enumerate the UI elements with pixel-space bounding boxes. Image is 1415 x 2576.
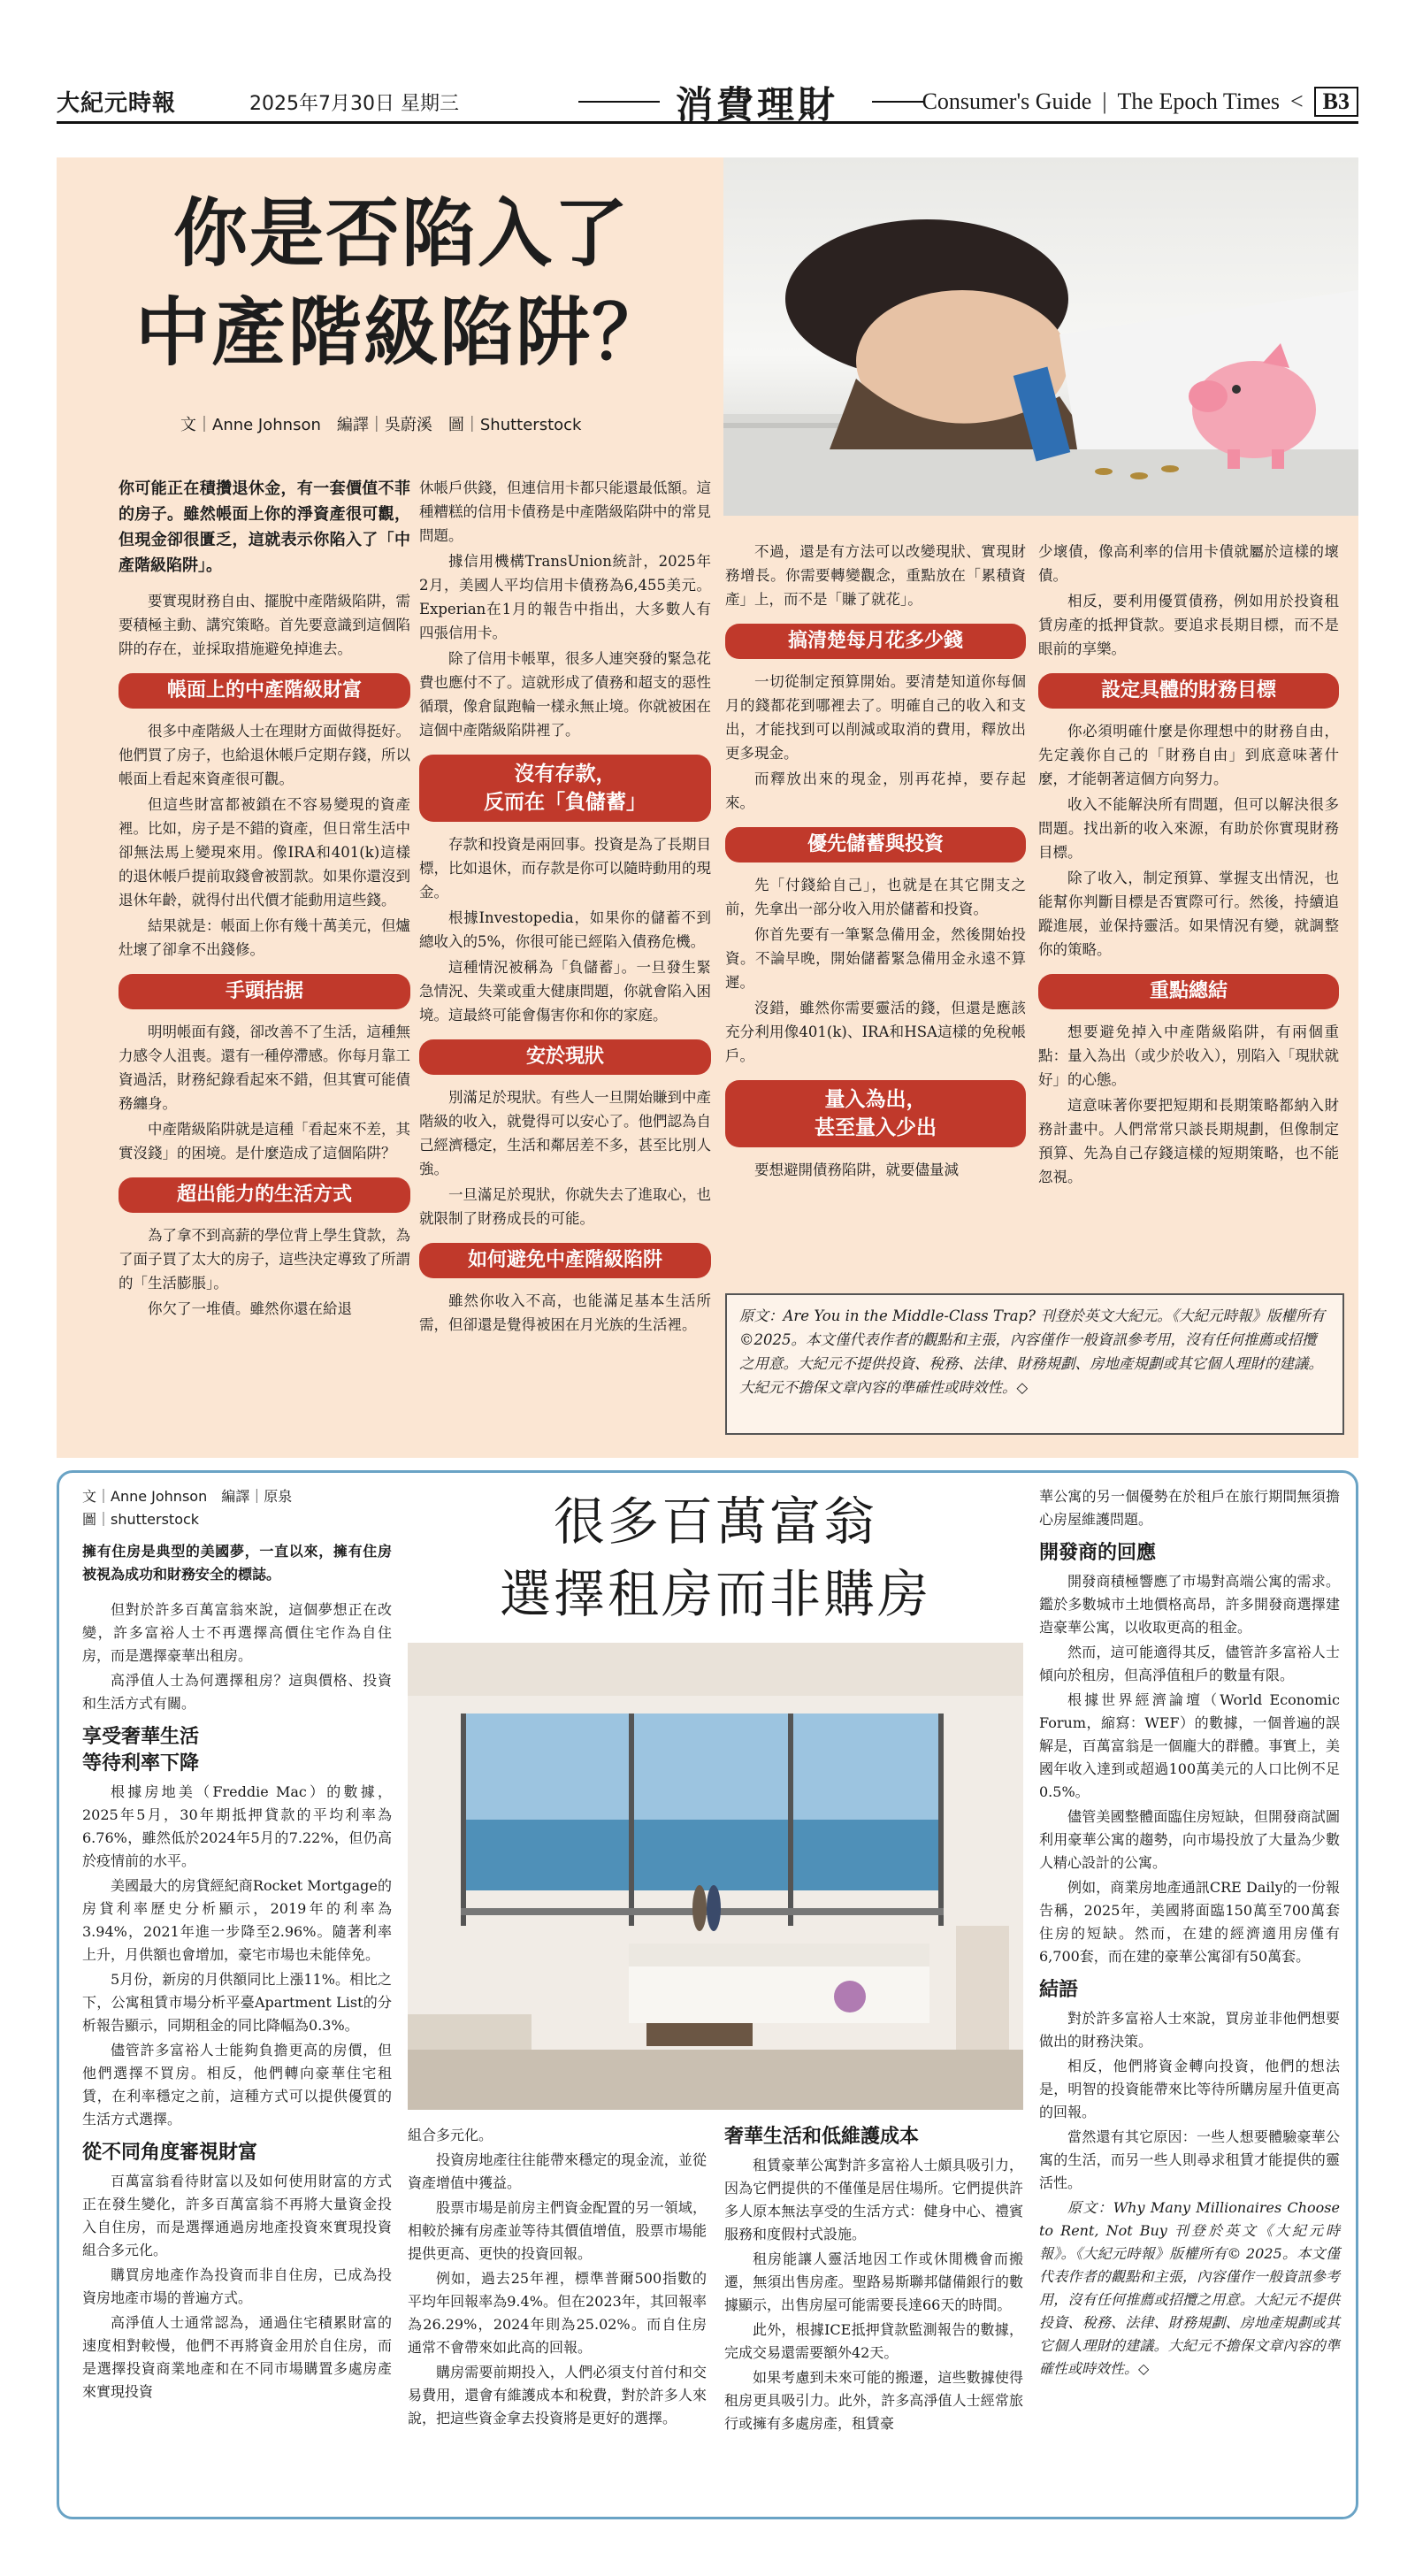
paragraph: 對於許多富裕人士來說，買房並非他們想要做出的財務決策。 bbox=[1039, 2010, 1340, 2050]
subheading: 安於現狀 bbox=[419, 1039, 711, 1075]
paragraph: 例如，商業房地產通訊CRE Daily的一份報告稱，2025年，美國將面臨150萬至700萬套住房的短缺。然而，在建的經濟適用房僅有6,700套，而在建的豪華公寓卻有50萬套。 bbox=[1039, 1879, 1340, 1965]
subheading: 帳面上的中產階級財富 bbox=[119, 673, 410, 709]
paragraph: 很多中產階級人士在理財方面做得挺好。他們買了房子，也給退休帳戶定期存錢，所以帳面上看起來資產很可觀。 bbox=[119, 723, 410, 787]
subheading: 設定具體的財務目標 bbox=[1038, 673, 1339, 709]
paragraph: 根據世界經濟論壇（World Economic Forum，縮寫：WEF）的數據，一個普遍的誤解是，百萬富翁是一個龐大的群體。事實上，美國年收入達到或超過100萬美元的人口比例不足0.5%。 bbox=[1039, 1691, 1340, 1800]
paragraph: 組合多元化。 bbox=[408, 2127, 493, 2143]
paragraph: 5月份，新房的月供額同比上漲11%。相比之下，公寓租賃市場分析平臺Apartment List的分析報告顯示，同期租金的同比降幅為0.3%。 bbox=[82, 1971, 392, 2034]
subheading bbox=[419, 755, 711, 822]
title-line: 很多百萬富翁 bbox=[553, 1491, 877, 1552]
column-middle-left bbox=[408, 2124, 707, 2432]
copyright-note: 原文：Are You in the Middle-Class Trap? 刊登於英文大紀元。《大紀元時報》版權所有©2025。本文僅代表作者的觀點和主張，內容僅作一般資訊參考用，沒有任何推薦或招攬之用意。大紀元不提供投資、稅務、法律、財務規劃、房地產規劃或其它個人理財的建議。大紀元不擔保文章內容的準確性或時效性。◇ bbox=[725, 1293, 1344, 1435]
paragraph: 存款和投資是兩回事。投資是為了長期目標，比如退休，而存款是你可以隨時動用的現金。 bbox=[419, 836, 711, 901]
paragraph: 收入不能解決所有問題，但可以解決很多問題。找出新的收入來源，有助於你實現財務目標。 bbox=[1038, 796, 1339, 861]
paragraph: 購房需要前期投入，人們必須支付首付和交易費用，還會有維護成本和稅費，對於許多人來說，把這些資金拿去投資將是更好的選擇。 bbox=[408, 2364, 707, 2426]
subheading bbox=[725, 1080, 1026, 1147]
divider bbox=[872, 101, 923, 103]
paragraph: 你首先要有一筆緊急備用金，然後開始投資。不論早晚，開始儲蓄緊急備用金永遠不算遲。 bbox=[725, 926, 1026, 991]
paragraph: 你必須明確什麼是你理想中的財務自由，先定義你自己的「財務自由」到底意味著什麼，才能朝著這個方向努力。 bbox=[1038, 723, 1339, 787]
paragraph: 想要避免掉入中產階級陷阱，有兩個重點：量入為出（或少於收入），別陷入「現狀就好」的心態。 bbox=[1038, 1024, 1339, 1088]
paragraph: 購買房地產作為投資而非自住房，已成為投資房地產市場的普遍方式。 bbox=[82, 2266, 392, 2306]
luxury-apartment-photo bbox=[408, 1643, 1023, 2110]
paragraph: 開發商積極響應了市場對高端公寓的需求。鑑於多數城市土地價格高昂，許多開發商選擇建造豪華公寓，以收取更高的租金。 bbox=[1039, 1573, 1340, 1636]
byline: 文｜Anne Johnson 編譯｜吳蔚溪 圖｜Shutterstock bbox=[180, 416, 582, 434]
paragraph: 高淨值人士為何選擇租房？這與價格、投資和生活方式有關。 bbox=[82, 1672, 392, 1712]
masthead-right bbox=[922, 87, 1358, 117]
column-1 bbox=[119, 476, 410, 1322]
subheading: 重點總結 bbox=[1038, 974, 1339, 1009]
paragraph: 租房能讓人靈活地因工作或休閒機會而搬遷，無須出售房產。聖路易斯聯邦儲備銀行的數據顯示，出售房屋可能需要長達66天的時間。 bbox=[724, 2250, 1023, 2313]
subheading: 從不同角度審視財富 bbox=[82, 2142, 258, 2164]
subheading-line: 甚至量入少出 bbox=[815, 1116, 937, 1139]
paragraph: 此外，根據ICE抵押貸款監測報告的數據，完成交易還需要額外42天。 bbox=[724, 2321, 1023, 2361]
copyright-note: 原文：Why Many Millionaires Choose to Rent, Not Buy 刊登於英文《大紀元時報》。《大紀元時報》版權所有© 2025。本文僅代表作者的觀點和主張，內容僅作一般資訊參考用，沒有任何推薦或招攬之用意。大紀元不提供投資、稅務、法律、財務規劃、房地產規劃或其它個人理財的建議。大紀元不擔保文章內容的準確性或時效性。◇ bbox=[1039, 2199, 1340, 2377]
paragraph: 中產階級陷阱就是這種「看起來不差，其實沒錢」的困境。是什麼造成了這個陷阱？ bbox=[119, 1121, 410, 1162]
divider bbox=[578, 101, 660, 103]
paragraph: 據信用機構TransUnion統計，2025年2月，美國人平均信用卡債務為6,455美元。Experian在1月的報告中指出，大多數人有四張信用卡。 bbox=[419, 553, 711, 641]
paragraph: 華公寓的另一個優勢在於租戶在旅行期間無須擔心房屋維護問題。 bbox=[1039, 1488, 1340, 1528]
paragraph: 當然還有其它原因：一些人想要體驗豪華公寓的生活，而另一些人則尋求租賃才能提供的靈活性。 bbox=[1039, 2128, 1340, 2191]
paragraph: 例如，過去25年裡，標準普爾500指數的平均年回報率為9.4%。但在2023年，其回報率為26.29%，2024年則為25.02%。而自住房通常不會帶來如此高的回報。 bbox=[408, 2270, 707, 2356]
title-line: 中產階級陷阱？ bbox=[134, 289, 668, 376]
subheading: 超出能力的生活方式 bbox=[119, 1177, 410, 1213]
title-line: 選擇租房而非購房 bbox=[499, 1564, 931, 1624]
subheading-line: 量入為出， bbox=[824, 1088, 927, 1111]
paragraph: 儘管許多富裕人士能夠負擔更高的房價，但他們選擇不買房。相反，他們轉向豪華住宅租賃，在利率穩定之前，這種方式可以提供優質的生活方式選擇。 bbox=[82, 2042, 392, 2128]
divider: | bbox=[1102, 88, 1107, 114]
subheading-line: 反而在「負儲蓄」 bbox=[484, 791, 646, 814]
subheading: 開發商的回應 bbox=[1039, 1542, 1157, 1564]
paragraph: 高淨值人士通常認為，通過住宅積累財富的速度相對較慢，他們不再將資金用於自住房，而是選擇投資商業地產和在不同市場購置多處房產來實現投資 bbox=[82, 2314, 392, 2400]
subheading-line: 享受奢華生活 bbox=[82, 1726, 200, 1748]
paragraph: 結果就是：帳面上你有幾十萬美元，但爐灶壞了卻拿不出錢修。 bbox=[119, 917, 410, 958]
paragraph: 而釋放出來的現金，別再花掉，要存起來。 bbox=[725, 770, 1026, 811]
paragraph: 租賃豪華公寓對許多富裕人士頗具吸引力，因為它們提供的不僅僅是居住場所。它們提供許多人原本無法享受的生活方式：健身中心、禮賓服務和度假村式設施。 bbox=[724, 2157, 1023, 2242]
paragraph: 為了拿不到高薪的學位背上學生貸款，為了面子買了太大的房子，這些決定導致了所謂的「生活膨脹」。 bbox=[119, 1227, 410, 1292]
subheading-line: 等待利率下降 bbox=[82, 1752, 200, 1775]
column-left bbox=[82, 1485, 392, 2405]
paragraph: 儘管美國整體面臨住房短缺，但開發商試圖利用豪華公寓的趨勢，向市場投放了大量為少數人精心設計的公寓。 bbox=[1039, 1808, 1340, 1871]
article-millionaires-rent bbox=[57, 1470, 1358, 2519]
stressed-man-photo bbox=[723, 157, 1358, 516]
column-4 bbox=[1038, 540, 1339, 1191]
paragraph: 這種情況被稱為「負儲蓄」。一旦發生緊急情況、失業或重大健康問題，你就會陷入困境。這最終可能會傷害你和你的家庭。 bbox=[419, 959, 711, 1024]
paragraph: 但這些財富都被鎖在不容易變現的資產裡。比如，房子是不錯的資產，但日常生活中卻無法馬上變現來用。像IRA和401(k)這樣的退休帳戶提前取錢會被罰款。如果你還沒到退休年齡，就得付出代價才能動用這些錢。 bbox=[119, 796, 410, 908]
paragraph: 除了信用卡帳單，很多人連突發的緊急花費也應付不了。這就形成了債務和超支的惡性循環，像倉鼠跑輪一樣永無止境。你就被困在這個中產階級陷阱裡了。 bbox=[419, 650, 711, 739]
paragraph: 投資房地產往往能帶來穩定的現金流，並從資產增值中獲益。 bbox=[408, 2151, 707, 2191]
paragraph: 休帳戶供錢，但連信用卡都只能還最低額。這種糟糕的信用卡債務是中產階級陷阱中的常見問題。 bbox=[419, 479, 711, 544]
article-title bbox=[92, 184, 711, 382]
paragraph: 相反，要利用優質債務，例如用於投資租賃房產的抵押貸款。要追求長期目標，而不是眼前的享樂。 bbox=[1038, 593, 1339, 657]
subheading: 手頭拮据 bbox=[119, 974, 410, 1009]
subheading bbox=[82, 1724, 392, 1777]
article-title bbox=[408, 1485, 1023, 1630]
paragraph: 然而，這可能適得其反，儘管許多富裕人士傾向於租房，但高淨值租戶的數量有限。 bbox=[1039, 1644, 1340, 1683]
subheading: 結語 bbox=[1039, 1979, 1079, 2001]
paragraph: 要想避開債務陷阱，就要儘量減 bbox=[754, 1162, 959, 1178]
lead-paragraph: 擁有住房是典型的美國夢，一直以來，擁有住房被視為成功和財務安全的標誌。 bbox=[82, 1543, 392, 1583]
byline: 圖｜shutterstock bbox=[82, 1511, 200, 1528]
issue-date: 2025年7月30日 星期三 bbox=[249, 93, 459, 115]
chevron-left-icon: < bbox=[1289, 88, 1304, 114]
column-middle-right bbox=[724, 2124, 1023, 2437]
subheading: 奢華生活和低維護成本 bbox=[724, 2126, 920, 2148]
paragraph: 要實現財務自由、擺脫中產階級陷阱，需要積極主動、講究策略。首先要意識到這個陷阱的存在，並採取措施避免掉進去。 bbox=[119, 593, 410, 657]
article-middle-class-trap bbox=[57, 157, 1358, 1458]
paragraph: 別滿足於現狀。有些人一旦開始賺到中產階級的收入，就覺得可以安心了。他們認為自己經濟穩定，生活和鄰居差不多，甚至比別人強。 bbox=[419, 1089, 711, 1177]
newspaper-logo: 大紀元時報 bbox=[57, 90, 177, 117]
column-right bbox=[1039, 1485, 1340, 2382]
paragraph: 如果考慮到未來可能的搬遷，這些數據使得租房更具吸引力。此外，許多高淨值人士經常旅行或擁有多處房產，租賃豪 bbox=[724, 2369, 1023, 2432]
paragraph: 股票市場是前房主們資金配置的另一領域，相較於擁有房產並等待其價值增值，股票市場能提供更高、更快的投資回報。 bbox=[408, 2199, 707, 2262]
paragraph: 這意味著你要把短期和長期策略都納入財務計畫中。人們常常只談長期規劃，但像制定預算、先為自己存錢這樣的短期策略，也不能忽視。 bbox=[1038, 1097, 1339, 1185]
title-line: 你是否陷入了 bbox=[172, 190, 630, 277]
paragraph: 少壞債，像高利率的信用卡債就屬於這樣的壞債。 bbox=[1038, 543, 1339, 584]
luxury-apartment-ocean-view-icon bbox=[408, 1643, 1023, 2110]
paragraph: 先「付錢給自己」，也就是在其它開支之前，先拿出一部分收入用於儲蓄和投資。 bbox=[725, 877, 1026, 917]
paragraph: 一切從制定預算開始。要清楚知道你每個月的錢都花到哪裡去了。明確自己的收入和支出，才能找到可以削減或取消的費用，釋放出更多現金。 bbox=[725, 673, 1026, 762]
paragraph: 一旦滿足於現狀，你就失去了進取心，也就限制了財務成長的可能。 bbox=[419, 1186, 711, 1227]
paragraph: 百萬富翁看待財富以及如何使用財富的方式正在發生變化，許多百萬富翁不再將大量資金投入自住房，而是選擇通過房地產投資來實現投資組合多元化。 bbox=[82, 2173, 392, 2258]
paragraph: 根據Investopedia，如果你的儲蓄不到總收入的5%，你很可能已經陷入債務危機。 bbox=[419, 909, 711, 950]
section-title: 消費理財 bbox=[676, 83, 839, 126]
subheading: 搞清楚每月花多少錢 bbox=[725, 624, 1026, 659]
paragraph: 除了收入，制定預算、掌握支出情況，也能幫你判斷目標是否實際可行。然後，持續追蹤進展，並保持靈活。如果情況有變，就調整你的策略。 bbox=[1038, 870, 1339, 958]
subheading: 如何避免中產階級陷阱 bbox=[419, 1243, 711, 1278]
paragraph: 相反，他們將資金轉向投資，他們的想法是，明智的投資能帶來比等待所購房屋升值更高的回報。 bbox=[1039, 2058, 1340, 2120]
paper-name: The Epoch Times bbox=[1117, 88, 1280, 114]
paragraph: 不過，還是有方法可以改變現狀、實現財務增長。你需要轉變觀念，重點放在「累積資產」上，而不是「賺了就花」。 bbox=[725, 543, 1026, 608]
section-english: Consumer's Guide bbox=[922, 88, 1092, 114]
paragraph: 雖然你收入不高，也能滿足基本生活所需，但卻還是覺得被困在月光族的生活裡。 bbox=[419, 1292, 711, 1333]
paragraph: 但對於許多百萬富翁來說，這個夢想正在改變，許多富裕人士不再選擇高價住宅作為自住房，而是選擇豪華出租房。 bbox=[82, 1601, 392, 1664]
paragraph: 美國最大的房貸經紀商Rocket Mortgage的房貸利率歷史分析顯示，2019年的利率為3.94%，2021年進一步降至2.96%。隨著利率上升，月供額也會增加，豪宅市場也未能倖免。 bbox=[82, 1877, 392, 1963]
paragraph: 根據房地美（Freddie Mac）的數據，2025年5月，30年期抵押貸款的平均利率為6.76%，雖然低於2024年5月的7.22%，但仍高於疫情前的水平。 bbox=[82, 1783, 392, 1869]
masthead bbox=[57, 76, 1358, 124]
column-3 bbox=[725, 540, 1026, 1184]
subheading: 優先儲蓄與投資 bbox=[725, 827, 1026, 862]
paragraph: 沒錯，雖然你需要靈活的錢，但還是應該充分利用像401(k)、IRA和HSA這樣的免稅帳戶。 bbox=[725, 1000, 1026, 1064]
paragraph: 你欠了一堆債。雖然你還在給退 bbox=[148, 1300, 352, 1317]
stressed-man-piggy-bank-icon bbox=[723, 157, 1358, 516]
page-number: B3 bbox=[1314, 87, 1358, 117]
subheading-line: 沒有存款， bbox=[514, 763, 616, 786]
column-2 bbox=[419, 476, 711, 1338]
byline: 文｜Anne Johnson 編譯｜原泉 bbox=[82, 1488, 293, 1505]
paragraph: 明明帳面有錢，卻改善不了生活，這種無力感令人沮喪。還有一種停滯感。你每月靠工資過活，財務紀錄看起來不錯，但其實可能債務纏身。 bbox=[119, 1024, 410, 1112]
lead-paragraph: 你可能正在積攢退休金，有一套價值不菲的房子。雖然帳面上你的淨資產很可觀，但現金卻很匱乏，這就表示你陷入了「中產階級陷阱」。 bbox=[119, 479, 410, 575]
